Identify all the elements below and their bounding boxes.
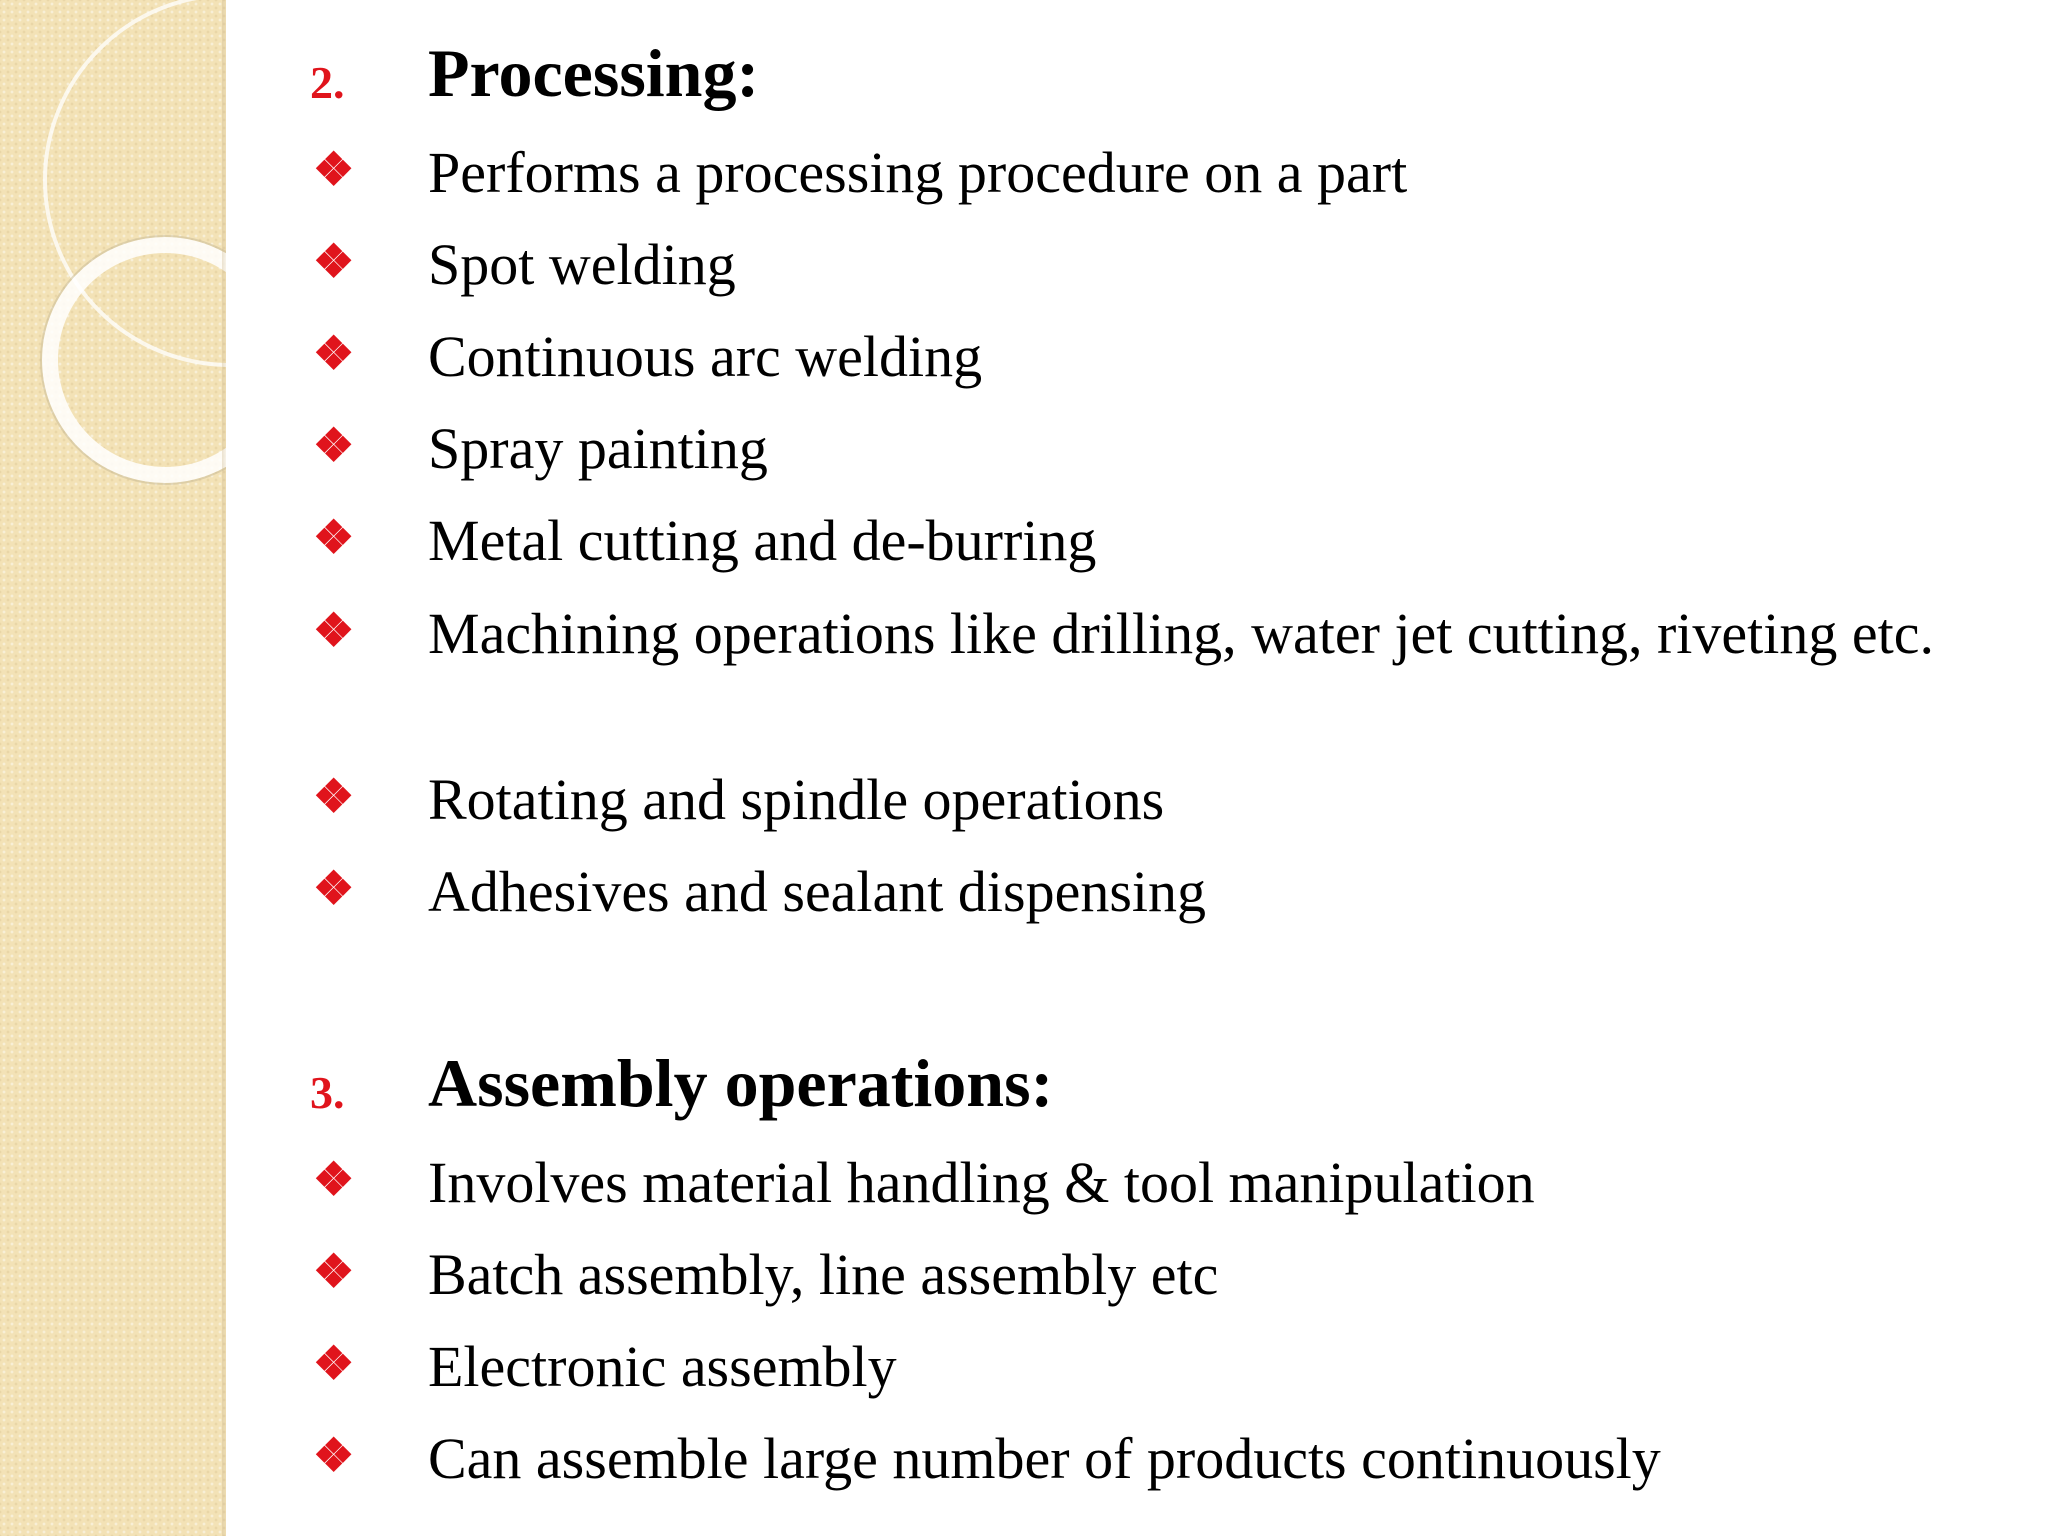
bullet-icon: ❖ [313,328,355,379]
section-number: 3. [310,1067,345,1118]
bullet-icon: ❖ [313,863,355,914]
list-item-text: Batch assembly, line assembly etc [428,1242,1219,1307]
list-item-text: Machining operations like drilling, water jet cutting, riveting etc. [428,601,1934,666]
list-item-text: Spot welding [428,232,736,297]
list-item-text: Adhesives and sealant dispensing [428,859,1207,924]
bullet-icon: ❖ [313,1430,355,1481]
list-item-text: Continuous arc welding [428,324,983,389]
list-item-text: Can assemble large number of products continuously [428,1426,1661,1491]
section-title: Assembly operations: [428,1045,1054,1121]
bullet-icon: ❖ [313,1154,355,1205]
bullet-icon: ❖ [313,771,355,822]
bullet-icon: ❖ [313,144,355,195]
bullet-icon: ❖ [313,236,355,287]
list-item-text: Metal cutting and de-burring [428,508,1097,573]
section-number: 2. [310,57,345,108]
list-item-text: Performs a processing procedure on a part [428,140,1408,205]
list-item-text: Electronic assembly [428,1334,897,1399]
bullet-icon: ❖ [313,420,355,471]
bullet-icon: ❖ [313,512,355,563]
section-title: Processing: [428,35,760,111]
list-item-text: Spray painting [428,416,768,481]
bullet-icon: ❖ [313,1246,355,1297]
list-item-text: Involves material handling & tool manipulation [428,1150,1535,1215]
list-item-text: Rotating and spindle operations [428,767,1165,832]
bullet-icon: ❖ [313,1338,355,1389]
bullet-icon: ❖ [313,605,355,656]
